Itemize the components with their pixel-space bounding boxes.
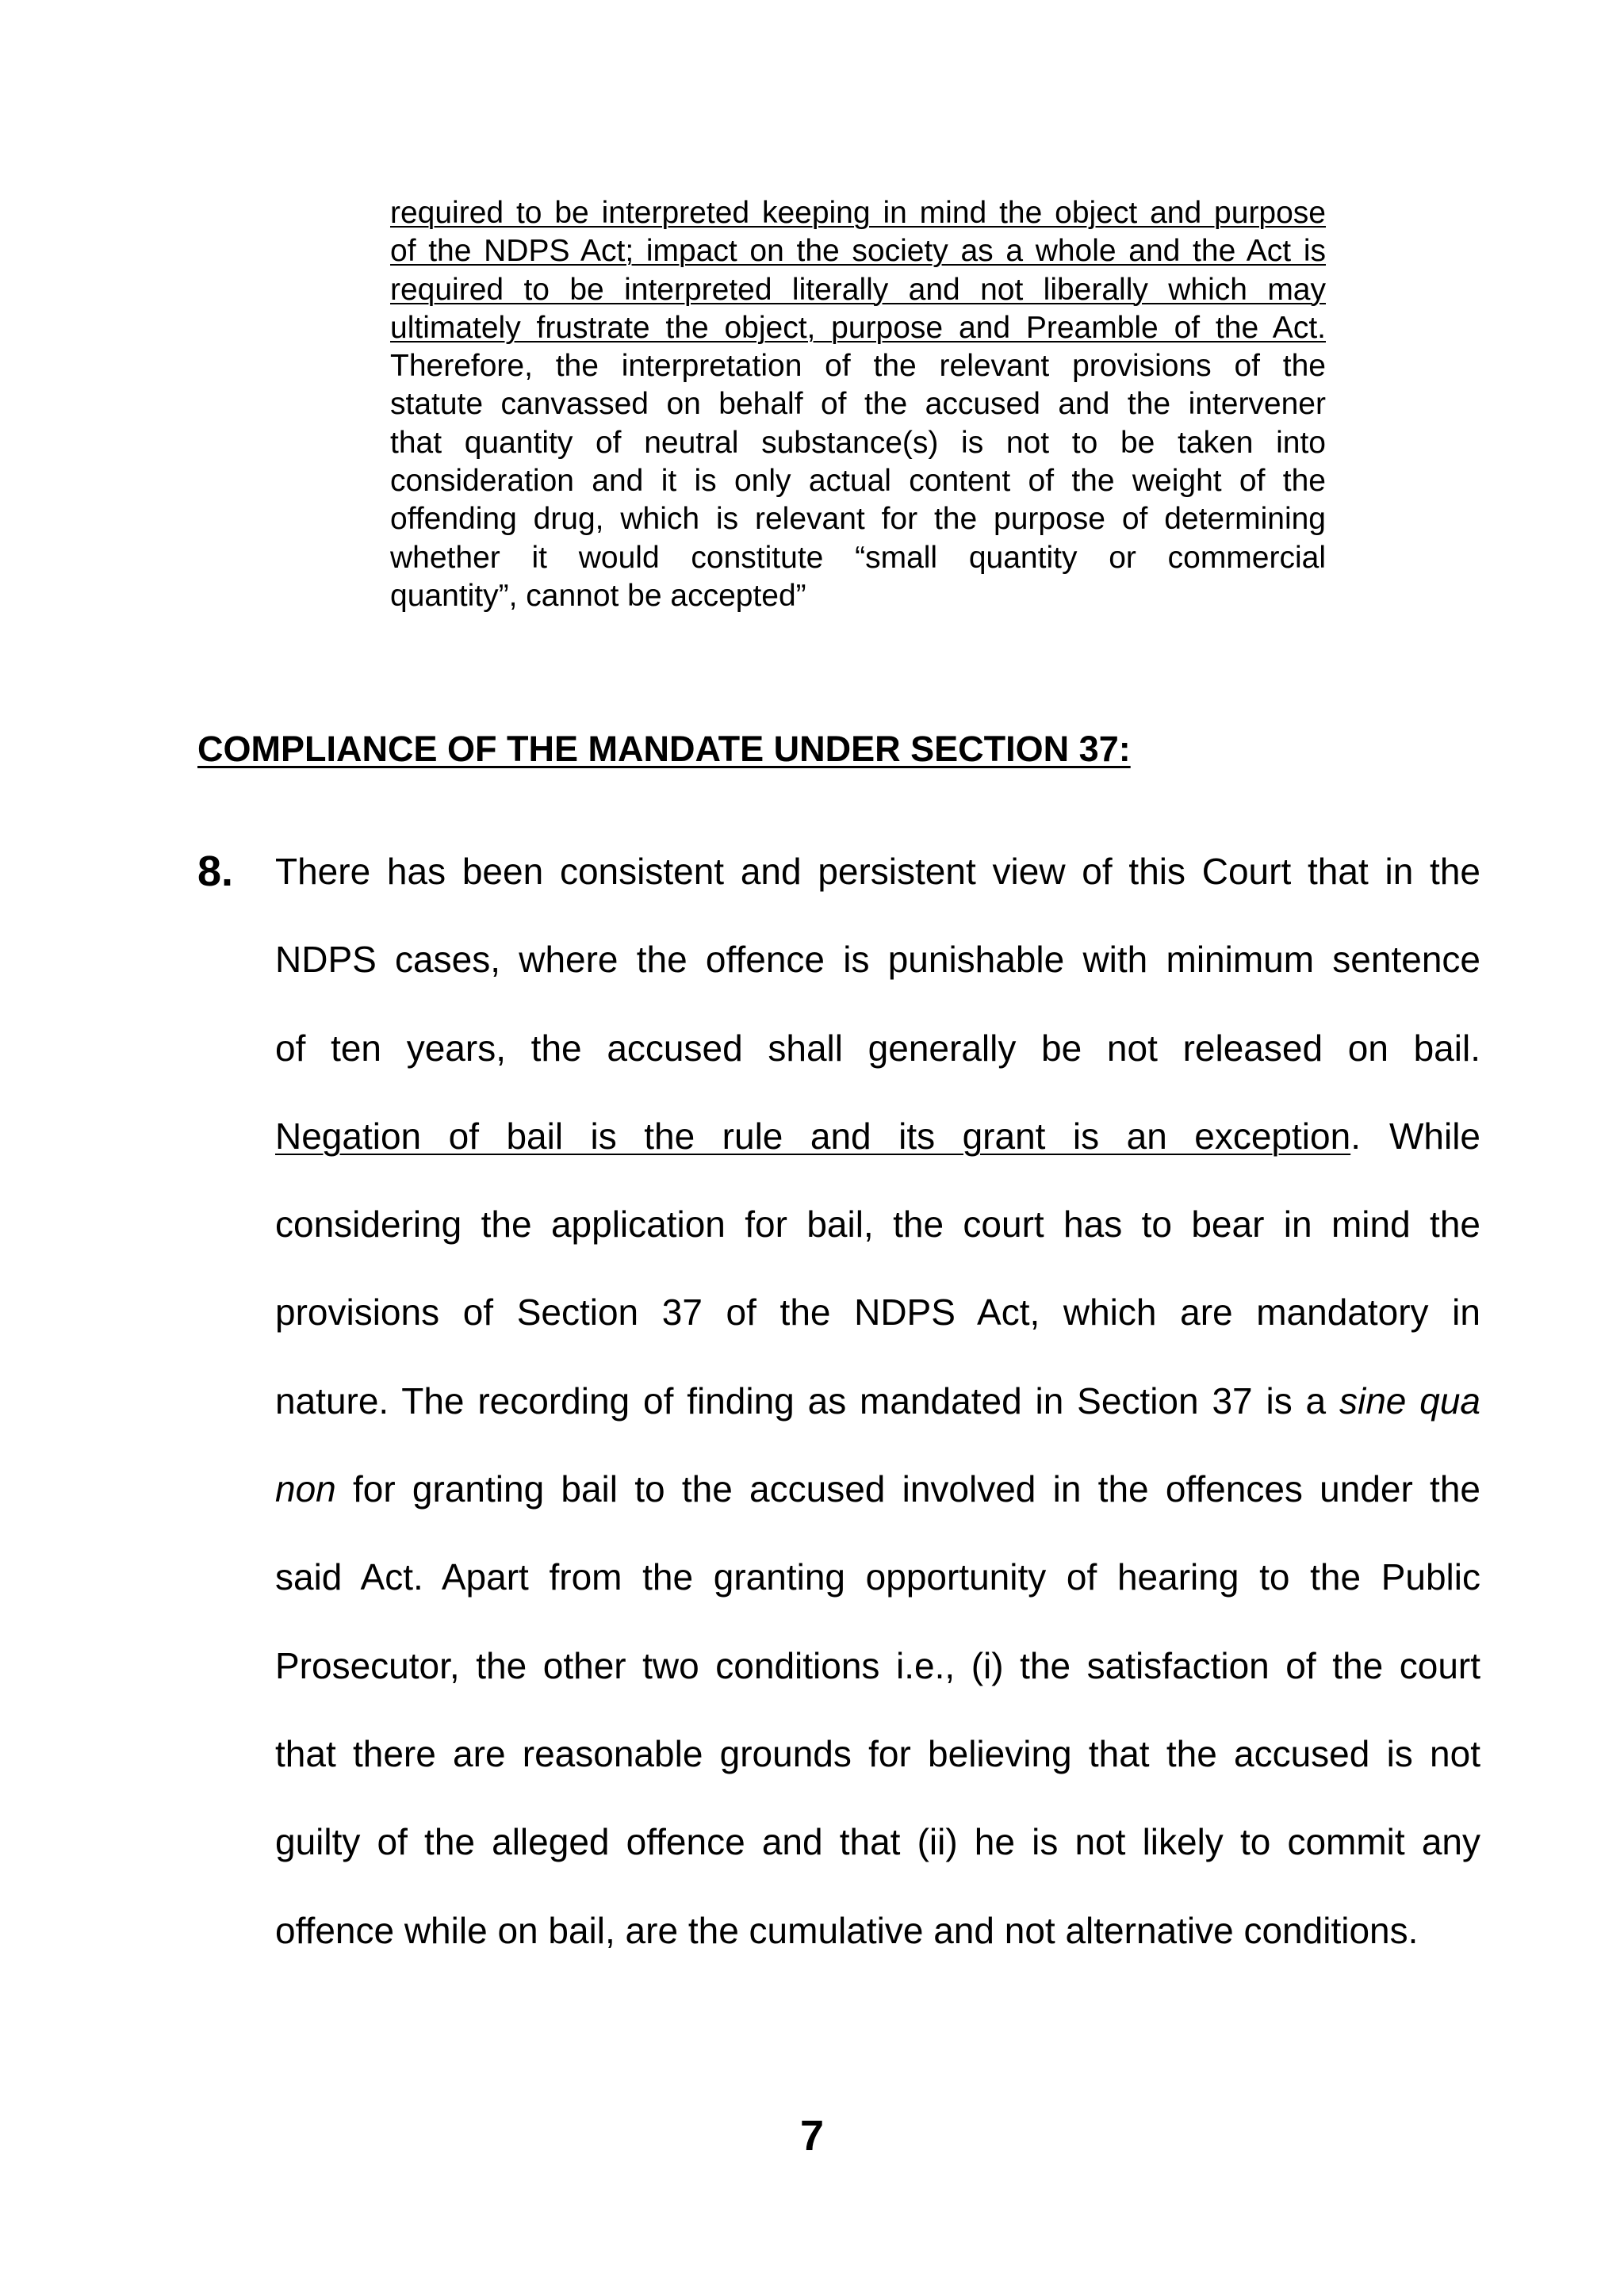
quote-line: whether it would constitute “small quantity or commercial	[390, 540, 1326, 575]
paragraph-line: said Act. Apart from the granting opportunity of hearing to the Public	[275, 1556, 1480, 1598]
section-heading: COMPLIANCE OF THE MANDATE UNDER SECTION 37:	[197, 729, 1131, 769]
paragraph-line	[275, 1377, 1480, 1465]
paragraph-text: .	[1350, 1115, 1361, 1157]
paragraph-line: NDPS cases, where the offence is punishable with minimum sentence	[275, 939, 1480, 981]
quote-line: required to be interpreted literally and not liberally which may	[390, 272, 1326, 307]
block-quote	[390, 194, 1326, 615]
italic-phrase: sine qua	[1339, 1380, 1480, 1422]
quote-line: consideration and it is only actual content of the weight of the	[390, 464, 1326, 499]
paragraph-number: 8.	[197, 848, 234, 895]
paragraph-line: that there are reasonable grounds for believing that the accused is not	[275, 1732, 1480, 1774]
quote-line: that quantity of neutral substance(s) is not to be taken into	[390, 425, 1326, 460]
paragraph-line: provisions of Section 37 of the NDPS Act, which are mandatory in	[275, 1292, 1480, 1334]
italic-phrase: non	[275, 1468, 336, 1510]
paragraph-text: for granting bail to the accused involved in the offences under the	[335, 1468, 1480, 1510]
quote-line: Therefore, the interpretation of the relevant provisions of the	[390, 349, 1326, 384]
paragraph-text: While	[1388, 1115, 1480, 1157]
paragraph-body	[275, 848, 1480, 1995]
quote-line: offending drug, which is relevant for the purpose of determining	[390, 502, 1326, 537]
paragraph-line: There has been consistent and persistent view of this Court that in the	[275, 851, 1480, 892]
quote-line: quantity”, cannot be accepted”	[390, 578, 806, 613]
paragraph-line: of ten years, the accused shall generally be not released on bail.	[275, 1027, 1480, 1069]
paragraph-line	[275, 1112, 1480, 1200]
quote-line: statute canvassed on behalf of the accused and the intervener	[390, 387, 1326, 422]
quote-line: of the NDPS Act; impact on the society as a whole and the Act is	[390, 234, 1326, 269]
quote-line: required to be interpreted keeping in mind the object and purpose	[390, 196, 1326, 230]
paragraph-line: offence while on bail, are the cumulative and not alternative conditions.	[275, 1909, 1419, 1951]
paragraph-line	[275, 1465, 1480, 1553]
paragraph-line: Prosecutor, the other two conditions i.e., (i) the satisfaction of the court	[275, 1644, 1480, 1686]
paragraph-line: guilty of the alleged offence and that (ii) he is not likely to commit any	[275, 1821, 1480, 1863]
quote-line: ultimately frustrate the object, purpose and Preamble of the Act.	[390, 310, 1326, 345]
page-number: 7	[799, 2112, 825, 2160]
paragraph-line: considering the application for bail, the court has to bear in mind the	[275, 1203, 1480, 1246]
paragraph-text: nature. The recording of finding as mandated in Section 37 is a	[275, 1380, 1339, 1422]
underlined-phrase: Negation of bail is the rule and its grant is an exception	[275, 1115, 1351, 1157]
